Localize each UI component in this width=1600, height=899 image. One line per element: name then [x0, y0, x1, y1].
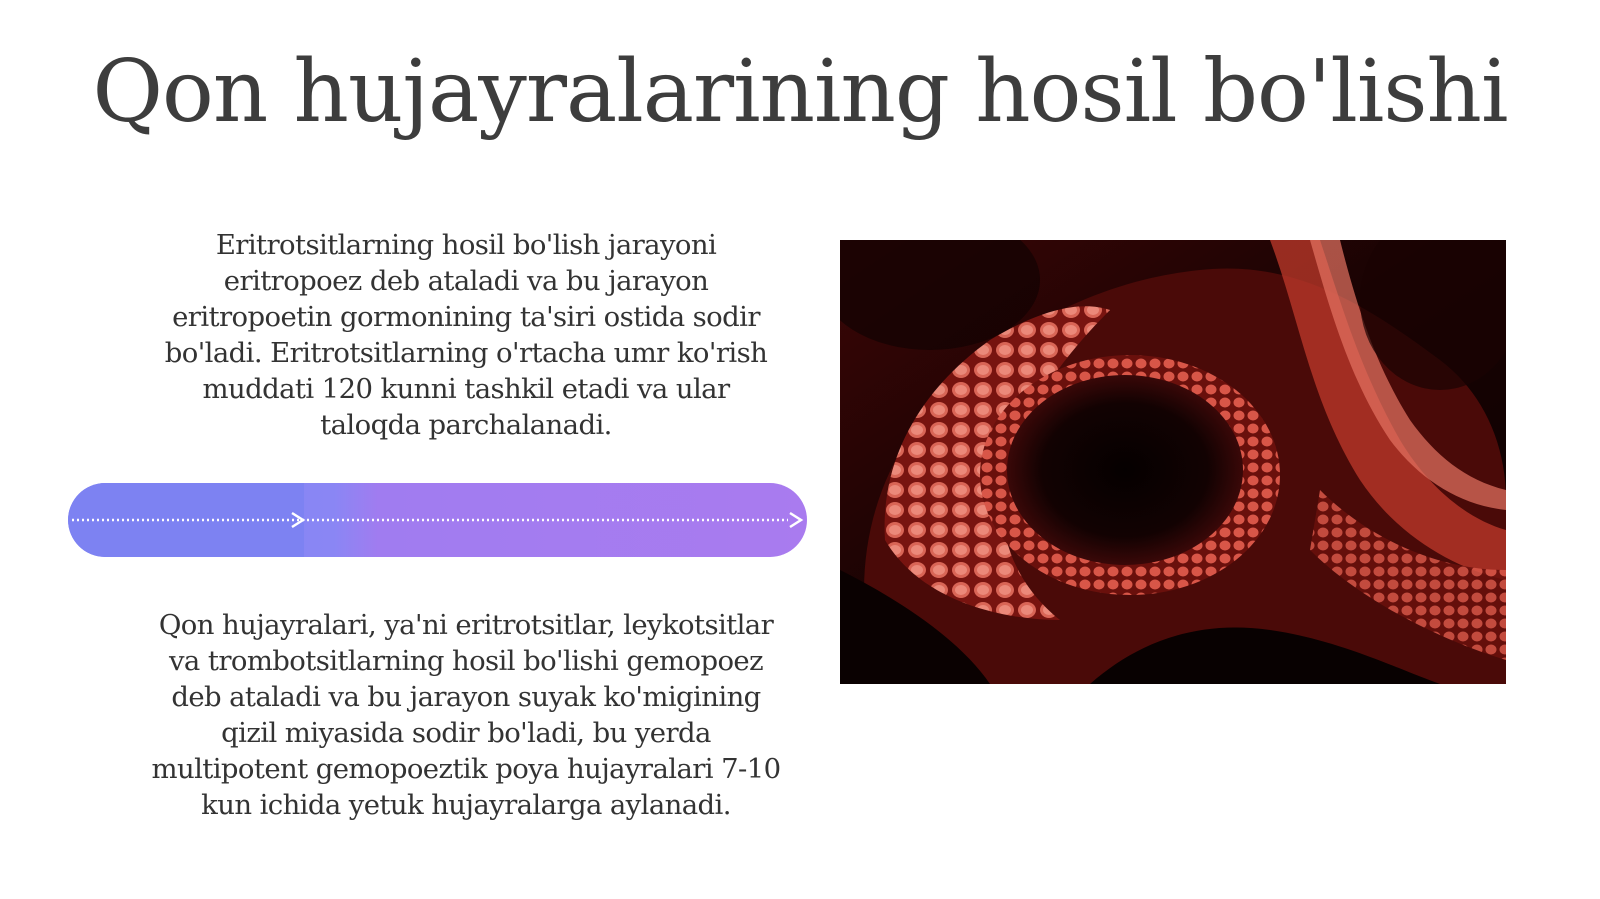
timeline-end-arrow-icon [790, 513, 801, 527]
timeline-progress-bar [68, 483, 807, 557]
slide-title: Qon hujayralarining hosil bo'lishi [92, 42, 1508, 142]
paragraph-erythropoiesis: Eritrotsitlarning hosil bo'lish jarayoni eritropoez deb ataladi va bu jarayon eritropoetin gormonining ta'siri ostida sodir bo'ladi. Eritrotsitlarning o'rtacha umr ko'rish muddati 120 kunni tashkil etadi va ular taloqda parchalanadi. [164, 229, 768, 441]
paragraph-hematopoiesis: Qon hujayralari, ya'ni eritrotsitlar, leykotsitlar va trombotsitlarning hosil bo'lishi gemopoez deb ataladi va bu jarayon suyak ko'migining qizil miyasida sodir bo'ladi, bu yerda multipotent gemopoeztik poya hujayralari 7-10 kun ichida yetuk hujayralarga aylanadi. [151, 609, 781, 821]
tissue-micrograph-image [840, 240, 1506, 684]
timeline-arrow [68, 483, 807, 557]
